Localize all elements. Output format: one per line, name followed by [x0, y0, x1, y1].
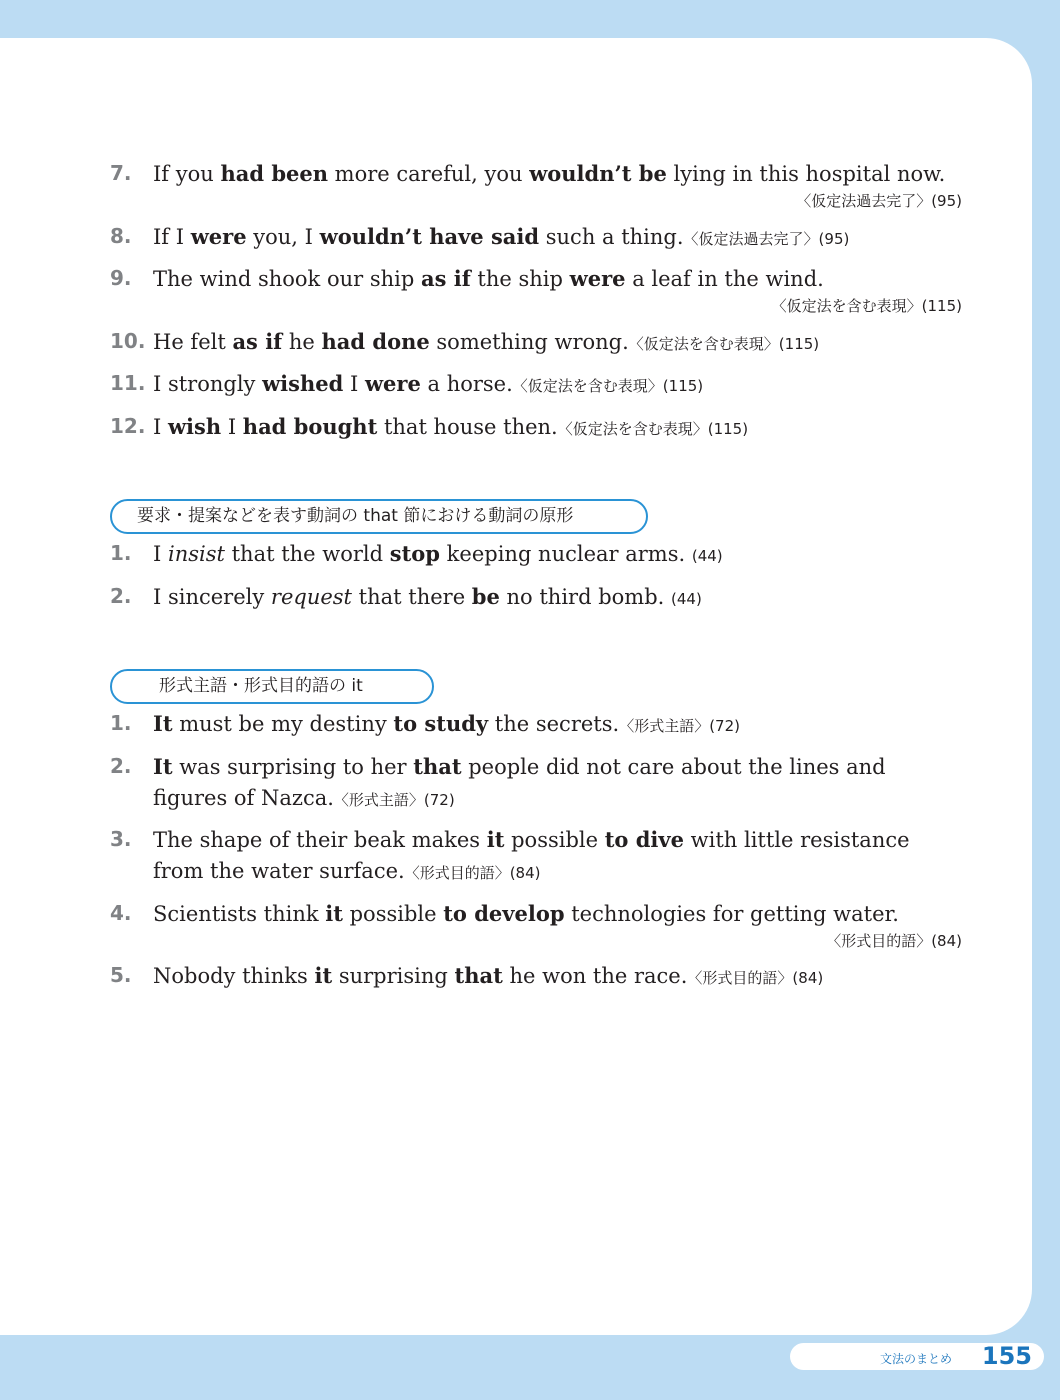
- sentence-text: he: [282, 329, 322, 354]
- emphasis-text: had been: [220, 161, 328, 186]
- emphasis-text: were: [569, 266, 626, 291]
- example-sentence: [110, 538, 962, 572]
- example-sentence: [110, 411, 962, 445]
- emphasis-text: to study: [393, 711, 489, 736]
- that-clause-list: [110, 538, 962, 615]
- page-number: 155: [981, 1342, 1032, 1370]
- emphasis-text: had done: [321, 328, 430, 354]
- grammar-reference: (44): [671, 589, 702, 608]
- sentence-text: a leaf in the wind.: [625, 267, 824, 291]
- item-number: 2.: [110, 753, 132, 778]
- sentence-text: surprising: [332, 964, 455, 988]
- emphasis-text: wished: [262, 371, 344, 396]
- example-sentence: [110, 824, 962, 889]
- sentence-text: The wind shook our ship: [153, 267, 421, 291]
- section-label-formal-it: 形式主語・形式目的語の it: [110, 669, 434, 704]
- emphasis-text: to develop: [443, 900, 565, 926]
- sentence-text: I sincerely: [153, 584, 271, 609]
- item-number: 3.: [110, 827, 132, 851]
- section-gap: [110, 623, 962, 669]
- grammar-reference: (44): [691, 547, 723, 565]
- grammar-reference: 〈仮定法過去完了〉(95): [796, 192, 962, 210]
- grammar-reference: 〈仮定法を含む表現〉(115): [557, 419, 749, 438]
- sentence-text: keeping nuclear arms.: [440, 542, 692, 566]
- example-sentence: [110, 751, 962, 816]
- sentence-text: that house then.: [377, 414, 558, 439]
- sentence-text: must be my destiny: [172, 712, 394, 736]
- grammar-reference: 〈仮定法を含む表現〉(115): [628, 334, 820, 353]
- sentence-text: lying in this hospital now.: [666, 162, 946, 186]
- sentence-text: possible: [342, 901, 444, 926]
- footer-section-title: 文法のまとめ: [879, 1352, 952, 1366]
- example-sentence: [110, 263, 962, 317]
- grammar-reference: 〈形式目的語〉(84): [826, 931, 962, 950]
- italic-text: request: [270, 584, 352, 609]
- page-sheet: [0, 38, 1032, 1335]
- item-number: 4.: [110, 900, 132, 925]
- italic-text: insist: [167, 542, 225, 566]
- sentence-text: I: [343, 372, 365, 396]
- page-footer: [790, 1343, 1044, 1370]
- emphasis-text: had bought: [242, 413, 378, 439]
- sentence-text: with little resistance from the water surface.: [153, 828, 910, 883]
- item-number: 7.: [110, 161, 132, 185]
- sentence-text: no third bomb.: [499, 584, 671, 609]
- emphasis-text: wish: [167, 413, 222, 439]
- item-number: 12.: [110, 413, 146, 438]
- sentence-text: the ship: [470, 267, 570, 291]
- item-number: 1.: [110, 711, 132, 735]
- sentence-text: a horse.: [420, 372, 513, 396]
- item-number: 2.: [110, 583, 132, 608]
- sentence-text: more careful, you: [328, 162, 530, 186]
- example-sentence: [110, 708, 962, 742]
- example-sentence: [110, 326, 962, 360]
- formal-it-list: [110, 708, 962, 994]
- subjunctive-list: [110, 158, 962, 445]
- grammar-reference: 〈仮定法を含む表現〉(115): [512, 377, 704, 395]
- emphasis-text: as if: [232, 328, 283, 354]
- sentence-text: that the world: [224, 542, 390, 566]
- sentence-text: possible: [504, 828, 605, 852]
- sentence-text: I: [153, 542, 168, 566]
- example-sentence: [110, 368, 962, 402]
- sentence-text: technologies for getting water.: [564, 901, 899, 926]
- sentence-text: he won the race.: [502, 964, 688, 988]
- sentence-text: I: [221, 414, 243, 439]
- grammar-reference: 〈形式目的語〉(84): [687, 969, 824, 987]
- sentence-text: Scientists think: [153, 901, 326, 926]
- emphasis-text: it: [314, 963, 333, 988]
- emphasis-text: were: [190, 223, 247, 249]
- item-number: 9.: [110, 266, 132, 290]
- sentence-text: was surprising to her: [172, 754, 414, 779]
- item-number: 1.: [110, 541, 132, 565]
- sentence-text: If I: [153, 224, 191, 249]
- sentence-text: people did not care about the lines and figures of Nazca.: [153, 754, 886, 810]
- sentence-text: If you: [153, 162, 221, 186]
- sentence-text: I strongly: [153, 372, 263, 396]
- sentence-text: He felt: [153, 329, 233, 354]
- emphasis-text: to dive: [604, 827, 684, 852]
- sentence-text: I: [153, 414, 168, 439]
- example-sentence: [110, 960, 962, 994]
- grammar-reference: 〈形式主語〉(72): [619, 717, 740, 735]
- section-label-that-clause: 要求・提案などを表す動詞の that 節における動詞の原形: [110, 499, 648, 534]
- example-sentence: [110, 898, 962, 952]
- item-number: 8.: [110, 223, 132, 248]
- grammar-reference: 〈形式目的語〉(84): [404, 864, 541, 882]
- example-sentence: [110, 221, 962, 255]
- sentence-text: the secrets.: [488, 712, 620, 736]
- item-number: 5.: [110, 963, 132, 987]
- item-number: 10.: [110, 328, 146, 353]
- example-sentence: [110, 158, 962, 212]
- grammar-reference: 〈仮定法を含む表現〉(115): [771, 297, 962, 315]
- emphasis-text: it: [486, 827, 505, 852]
- emphasis-text: stop: [389, 541, 440, 566]
- emphasis-text: wouldn’t be: [529, 161, 667, 186]
- sentence-text: that there: [351, 584, 472, 609]
- sentence-text: The shape of their beak makes: [153, 828, 487, 852]
- section-gap: [110, 453, 962, 499]
- sentence-text: you, I: [246, 224, 320, 249]
- emphasis-text: wouldn’t have said: [319, 223, 540, 249]
- item-number: 11.: [110, 371, 146, 395]
- emphasis-text: be: [471, 583, 500, 609]
- emphasis-text: It: [153, 711, 173, 736]
- sentence-text: such a thing.: [539, 224, 684, 249]
- emphasis-text: it: [325, 900, 343, 926]
- content-area: [110, 158, 962, 1003]
- grammar-reference: 〈形式主語〉(72): [333, 790, 455, 809]
- emphasis-text: that: [454, 963, 503, 988]
- sentence-text: something wrong.: [429, 329, 629, 354]
- example-sentence: [110, 581, 962, 615]
- grammar-reference: 〈仮定法過去完了〉(95): [683, 229, 850, 248]
- emphasis-text: were: [364, 371, 421, 396]
- emphasis-text: as if: [420, 266, 471, 291]
- sentence-text: Nobody thinks: [153, 964, 315, 988]
- emphasis-text: that: [413, 753, 462, 779]
- emphasis-text: It: [153, 753, 173, 779]
